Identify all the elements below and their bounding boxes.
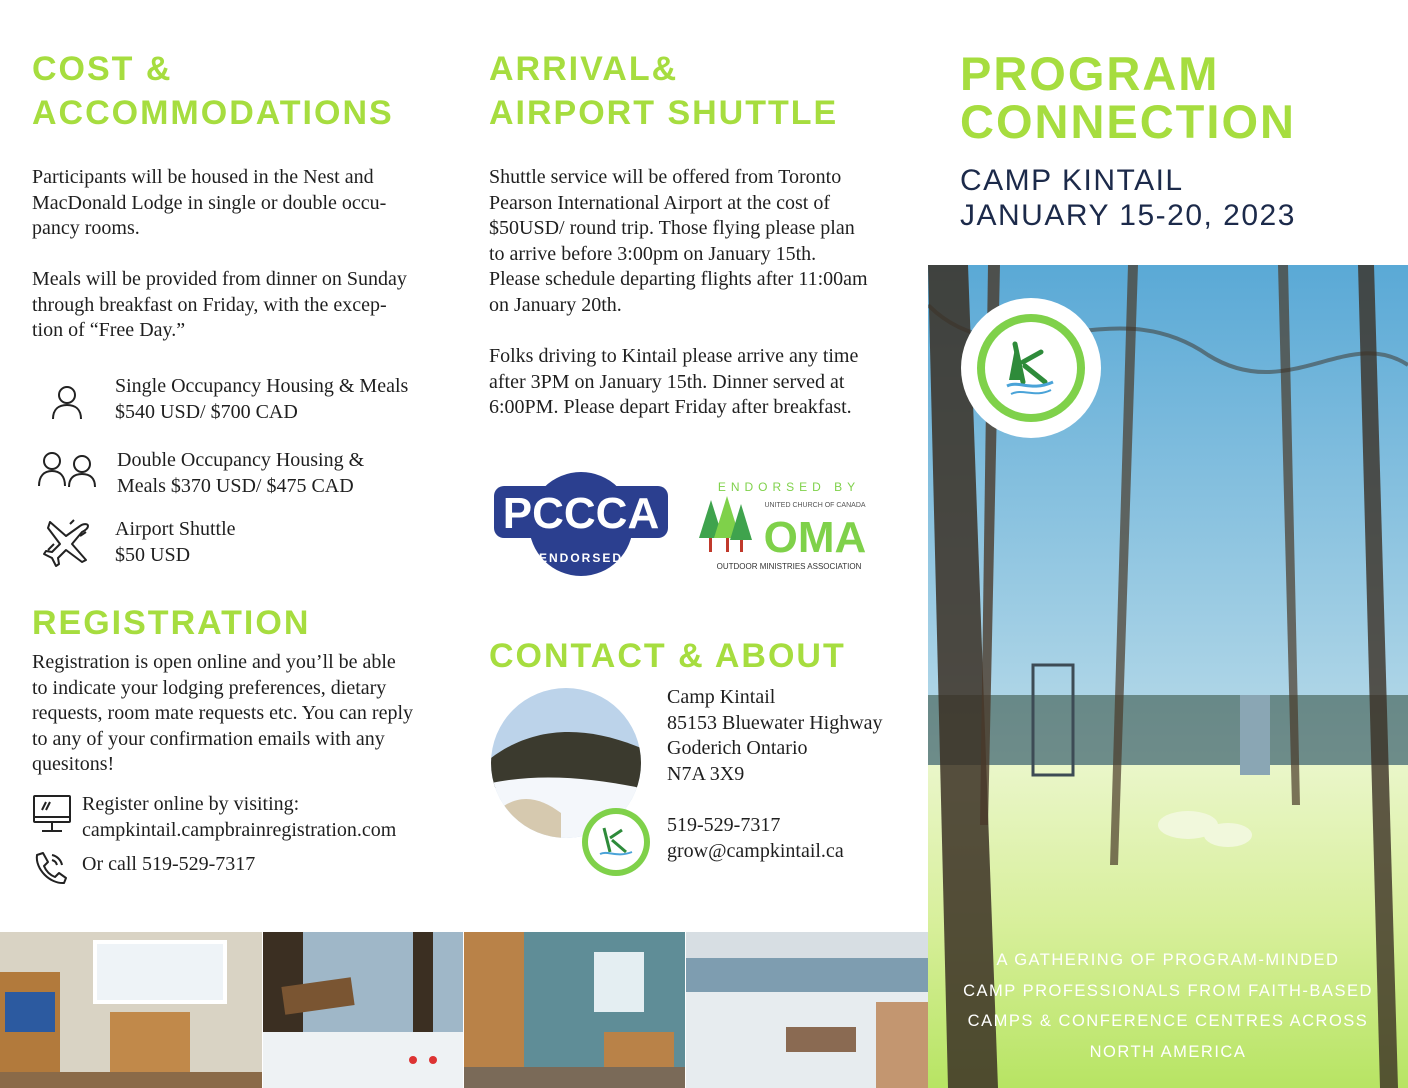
double-occupancy-price bbox=[117, 448, 364, 499]
registration-url-link[interactable]: campkintail.campbrainregistration.com bbox=[82, 818, 397, 841]
camp-kintail-small-logo bbox=[582, 808, 650, 876]
airport-shuttle-price bbox=[115, 517, 236, 568]
program-tagline bbox=[928, 945, 1408, 1067]
single-occupancy-price bbox=[115, 374, 408, 425]
address-line: 85153 Bluewater Highway bbox=[667, 711, 883, 734]
camp-kintail-logo bbox=[961, 298, 1101, 438]
contact-address bbox=[667, 685, 883, 787]
oma-endorsed-logo bbox=[697, 478, 881, 574]
cost-heading-line: COST & bbox=[32, 50, 173, 88]
logo-inner bbox=[985, 322, 1077, 414]
contact-phone[interactable]: 519-529-7317 bbox=[667, 814, 781, 836]
driving-paragraph bbox=[489, 344, 858, 421]
tagline-line: CAMP PROFESSIONALS FROM FAITH-BASED bbox=[963, 981, 1373, 1000]
text-line: pancy rooms. bbox=[32, 217, 140, 239]
airplane-icon bbox=[40, 514, 96, 570]
contact-email-link[interactable]: grow@campkintail.ca bbox=[667, 839, 844, 862]
text-line: on January 20th. bbox=[489, 293, 622, 316]
program-title bbox=[960, 47, 1296, 148]
text-line: Shuttle service will be offered from Toronto bbox=[489, 166, 842, 188]
address-line: Goderich Ontario bbox=[667, 737, 808, 759]
address-line: N7A 3X9 bbox=[667, 762, 745, 785]
text-line: MacDonald Lodge in single or double occu- bbox=[32, 191, 387, 214]
register-online-label: Register online by visiting: bbox=[82, 793, 300, 815]
tagline-line: A GATHERING OF PROGRAM-MINDED bbox=[996, 951, 1340, 969]
contact-heading: CONTACT & ABOUT bbox=[489, 637, 846, 675]
contact-details bbox=[667, 813, 844, 864]
pccca-endorsed-text: ENDORSED bbox=[538, 551, 624, 565]
text-line: to arrive before 3:00pm on January 15th. bbox=[489, 242, 817, 265]
oma-church-text: UNITED CHURCH OF CANADA bbox=[764, 502, 866, 509]
program-dates: JANUARY 15-20, 2023 bbox=[960, 199, 1296, 232]
tagline-line: NORTH AMERICA bbox=[1089, 1042, 1247, 1061]
registration-paragraph bbox=[32, 650, 413, 778]
arrival-heading-line: AIRPORT SHUTTLE bbox=[489, 94, 839, 132]
arrival-heading-line: ARRIVAL& bbox=[489, 50, 679, 88]
price-value: $50 USD bbox=[115, 543, 191, 566]
price-label: Single Occupancy Housing & Meals bbox=[115, 375, 409, 397]
program-subtitle bbox=[960, 163, 1296, 233]
text-line: quesitons! bbox=[32, 753, 115, 775]
address-line: Camp Kintail bbox=[667, 686, 776, 708]
text-line: after 3PM on January 15th. Dinner served at bbox=[489, 370, 845, 393]
pccca-endorsed-logo bbox=[492, 470, 670, 578]
tagline-line: CAMPS & CONFERENCE CENTRES ACROSS bbox=[967, 1012, 1369, 1030]
text-line: Please schedule departing flights after 11:00am bbox=[489, 268, 868, 290]
program-title-line: PROGRAM bbox=[960, 47, 1220, 100]
trailhead-photo bbox=[263, 932, 463, 1088]
two-people-icon bbox=[36, 450, 100, 488]
arrival-heading bbox=[489, 47, 838, 135]
program-title-line: CONNECTION bbox=[960, 95, 1296, 148]
text-line: Registration is open online and you’ll be able bbox=[32, 651, 396, 673]
text-line: Participants will be housed in the Nest and bbox=[32, 166, 374, 188]
price-label: Airport Shuttle bbox=[115, 518, 236, 540]
text-line: to indicate your lodging preferences, dietary bbox=[32, 676, 387, 699]
computer-icon bbox=[32, 794, 72, 836]
registration-heading: REGISTRATION bbox=[32, 604, 311, 642]
cost-heading bbox=[32, 47, 394, 135]
oma-logo-text: OMA bbox=[763, 513, 867, 562]
lodge-room-photo bbox=[464, 932, 685, 1088]
cost-housing-paragraph bbox=[32, 165, 386, 242]
text-line: Folks driving to Kintail please arrive any time bbox=[489, 345, 859, 367]
text-line: Meals will be provided from dinner on Sunday bbox=[32, 268, 407, 290]
shuttle-paragraph bbox=[489, 165, 868, 318]
cost-heading-line: ACCOMMODATIONS bbox=[32, 94, 394, 132]
text-line: through breakfast on Friday, with the excep- bbox=[32, 293, 387, 316]
registration-phone: Or call 519-529-7317 bbox=[82, 853, 256, 875]
oma-full-name-text: OUTDOOR MINISTRIES ASSOCIATION bbox=[716, 562, 862, 571]
program-subtitle-line: CAMP KINTAIL bbox=[960, 164, 1184, 197]
phone-icon bbox=[32, 851, 68, 885]
pccca-logo-text: PCCCA bbox=[502, 489, 660, 538]
text-line: 6:00PM. Please depart Friday after breakfast. bbox=[489, 396, 852, 418]
person-icon bbox=[48, 383, 86, 421]
cost-meals-paragraph bbox=[32, 267, 407, 344]
text-line: $50USD/ round trip. Those flying please plan bbox=[489, 217, 855, 239]
price-value: Meals $370 USD/ $475 CAD bbox=[117, 474, 354, 497]
aerial-camp-photo bbox=[686, 932, 928, 1088]
bunk-room-photo bbox=[0, 932, 262, 1088]
text-line: requests, room mate requests etc. You can reply bbox=[32, 702, 414, 724]
text-line: tion of “Free Day.” bbox=[32, 319, 186, 341]
register-online bbox=[82, 792, 396, 843]
price-value: $540 USD/ $700 CAD bbox=[115, 400, 298, 423]
oma-endorsed-by-text: ENDORSED BY bbox=[717, 480, 861, 494]
text-line: to any of your confirmation emails with any bbox=[32, 727, 385, 750]
text-line: Pearson International Airport at the cost of bbox=[489, 191, 831, 214]
logo-ring bbox=[977, 314, 1085, 422]
price-label: Double Occupancy Housing & bbox=[117, 449, 365, 471]
